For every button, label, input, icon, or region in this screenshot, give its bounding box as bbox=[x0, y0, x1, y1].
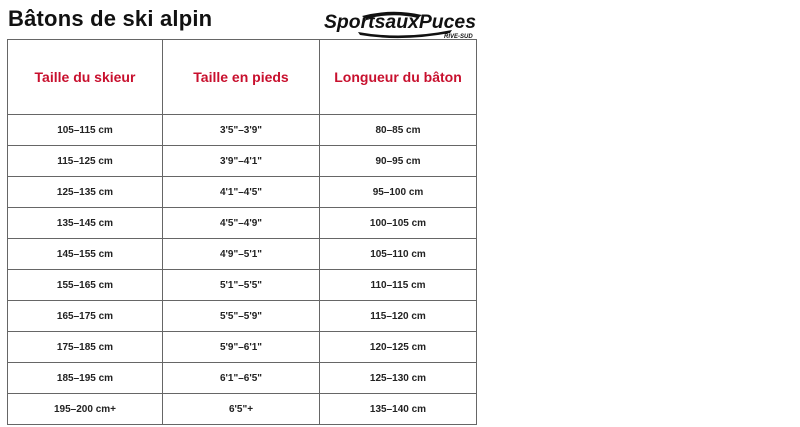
cell-skier-height: 165–175 cm bbox=[8, 301, 163, 332]
header-skier-height: Taille du skieur bbox=[8, 40, 163, 115]
ski-pole-size-table bbox=[7, 39, 477, 425]
cell-skier-height: 115–125 cm bbox=[8, 146, 163, 177]
table-header-row bbox=[8, 40, 477, 115]
cell-height-feet: 6'1"–6'5" bbox=[163, 363, 320, 394]
cell-pole-length: 120–125 cm bbox=[320, 332, 477, 363]
cell-pole-length: 115–120 cm bbox=[320, 301, 477, 332]
cell-skier-height: 145–155 cm bbox=[8, 239, 163, 270]
cell-height-feet: 5'5"–5'9" bbox=[163, 301, 320, 332]
cell-height-feet: 5'9"–6'1" bbox=[163, 332, 320, 363]
cell-height-feet: 4'5"–4'9" bbox=[163, 208, 320, 239]
table-row bbox=[8, 332, 477, 363]
cell-skier-height: 185–195 cm bbox=[8, 363, 163, 394]
sportsauxpuces-logo bbox=[322, 6, 480, 40]
table-row bbox=[8, 394, 477, 425]
cell-height-feet: 6'5"+ bbox=[163, 394, 320, 425]
page-title: Bâtons de ski alpin bbox=[8, 6, 213, 31]
cell-pole-length: 100–105 cm bbox=[320, 208, 477, 239]
table-row bbox=[8, 146, 477, 177]
table-row bbox=[8, 239, 477, 270]
cell-pole-length: 95–100 cm bbox=[320, 177, 477, 208]
table-row bbox=[8, 270, 477, 301]
header-pole-length: Longueur du bâton bbox=[320, 40, 477, 115]
cell-pole-length: 80–85 cm bbox=[320, 115, 477, 146]
cell-pole-length: 90–95 cm bbox=[320, 146, 477, 177]
cell-height-feet: 4'1"–4'5" bbox=[163, 177, 320, 208]
table-row bbox=[8, 115, 477, 146]
header-height-feet: Taille en pieds bbox=[163, 40, 320, 115]
cell-skier-height: 135–145 cm bbox=[8, 208, 163, 239]
cell-pole-length: 135–140 cm bbox=[320, 394, 477, 425]
logo-subtitle: RIVE-SUD bbox=[444, 34, 473, 40]
table-row bbox=[8, 177, 477, 208]
logo-wordmark: SportsauxPuces bbox=[324, 12, 476, 33]
cell-pole-length: 110–115 cm bbox=[320, 270, 477, 301]
cell-height-feet: 4'9"–5'1" bbox=[163, 239, 320, 270]
cell-skier-height: 175–185 cm bbox=[8, 332, 163, 363]
cell-skier-height: 195–200 cm+ bbox=[8, 394, 163, 425]
cell-height-feet: 3'9"–4'1" bbox=[163, 146, 320, 177]
table-row bbox=[8, 301, 477, 332]
cell-pole-length: 125–130 cm bbox=[320, 363, 477, 394]
cell-height-feet: 5'1"–5'5" bbox=[163, 270, 320, 301]
cell-height-feet: 3'5"–3'9" bbox=[163, 115, 320, 146]
table-row bbox=[8, 208, 477, 239]
cell-skier-height: 155–165 cm bbox=[8, 270, 163, 301]
cell-pole-length: 105–110 cm bbox=[320, 239, 477, 270]
table-row bbox=[8, 363, 477, 394]
cell-skier-height: 125–135 cm bbox=[8, 177, 163, 208]
cell-skier-height: 105–115 cm bbox=[8, 115, 163, 146]
